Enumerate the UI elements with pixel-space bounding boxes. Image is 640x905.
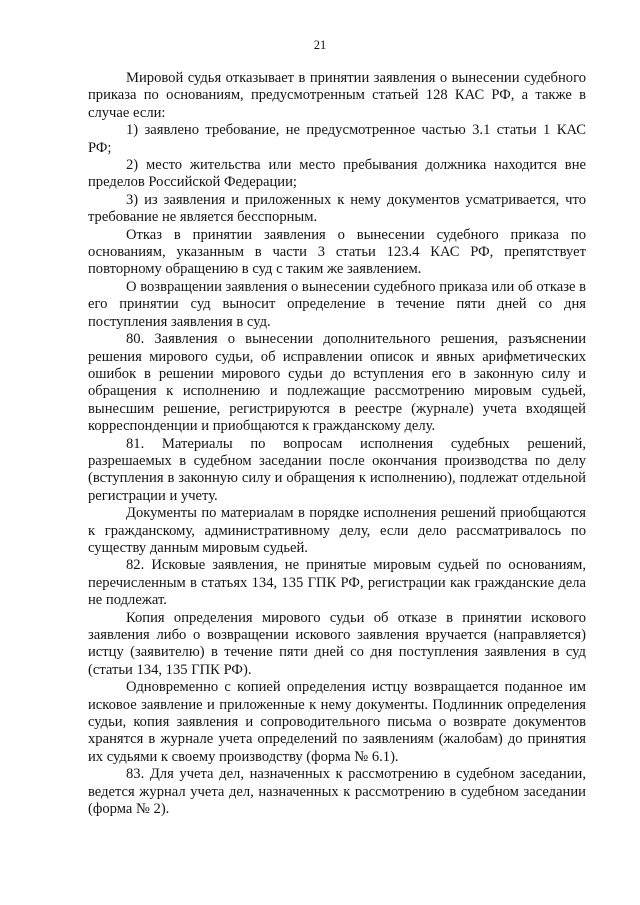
paragraph-item-81: 81. Материалы по вопросам исполнения судебных решений, разрешаемых в судебном заседании после окончания производства по делу (вступления в законную силу и обращения к исполнению), подлежат отдельной регистрации и учету. xyxy=(88,435,586,504)
document-body xyxy=(88,70,586,818)
paragraph: 1) заявлено требование, не предусмотренное частью 3.1 статьи 1 КАС РФ; xyxy=(88,122,586,156)
paragraph-item-82: 82. Исковые заявления, не принятые мировым судьей по основаниям, перечисленным в статьях 134, 135 ГПК РФ, регистрации как гражданские дела не подлежат. xyxy=(88,557,586,609)
paragraph: Документы по материалам в порядке исполнения решений приобщаются к гражданскому, административному делу, если дело рассматривалось по существу данным мировым судьей. xyxy=(88,505,586,556)
paragraph: Копия определения мирового судьи об отказе в принятии искового заявления либо о возвращении искового заявления вручается (направляется) истцу (заявителю) в течение пяти дней со дня поступления заявления в суд (статьи 134, 135 ГПК РФ). xyxy=(88,609,586,678)
paragraph: Одновременно с копией определения истцу возвращается поданное им исковое заявление и приложенные к нему документы. Подлинник определения судьи, копия заявления и сопроводительного письма о возврате документов хранятся в журнале учета определений по заявлениям (жалобам) до принятия их судьями к своему производству (форма № 6.1). xyxy=(88,679,586,765)
paragraph: О возвращении заявления о вынесении судебного приказа или об отказе в его принятии суд выносит определение в течение пяти дней со дня поступления заявления в суд. xyxy=(88,278,586,330)
paragraph: 3) из заявления и приложенных к нему документов усматривается, что требование не является бесспорным. xyxy=(88,191,586,226)
paragraph: Мировой судья отказывает в принятии заявления о вынесении судебного приказа по основаниям, предусмотренным статьей 128 КАС РФ, а также в случае если: xyxy=(88,70,586,121)
paragraph-item-80: 80. Заявления о вынесении дополнительного решения, разъяснении решения мирового судьи, об исправлении описок и явных арифметических ошибок в решении мирового судьи до вступления его в законную силу и обращения к исполнению и подлежащие рассмотрению мировым судьей, вынесшим решение, регистрируются в реестре (журнале) учета входящей корреспонденции и приобщаются к гражданскому делу. xyxy=(88,331,586,435)
paragraph: 2) место жительства или место пребывания должника находится вне пределов Российской Федерации; xyxy=(88,157,586,191)
paragraph-item-83: 83. Для учета дел, назначенных к рассмотрению в судебном заседании, ведется журнал учета дел, назначенных к рассмотрению в судебном заседании (форма № 2). xyxy=(88,766,586,818)
page-number: 21 xyxy=(313,38,327,52)
paragraph: Отказ в принятии заявления о вынесении судебного приказа по основаниям, указанным в части 3 статьи 123.4 КАС РФ, препятствует повторному обращению в суд с таким же заявлением. xyxy=(88,226,586,278)
